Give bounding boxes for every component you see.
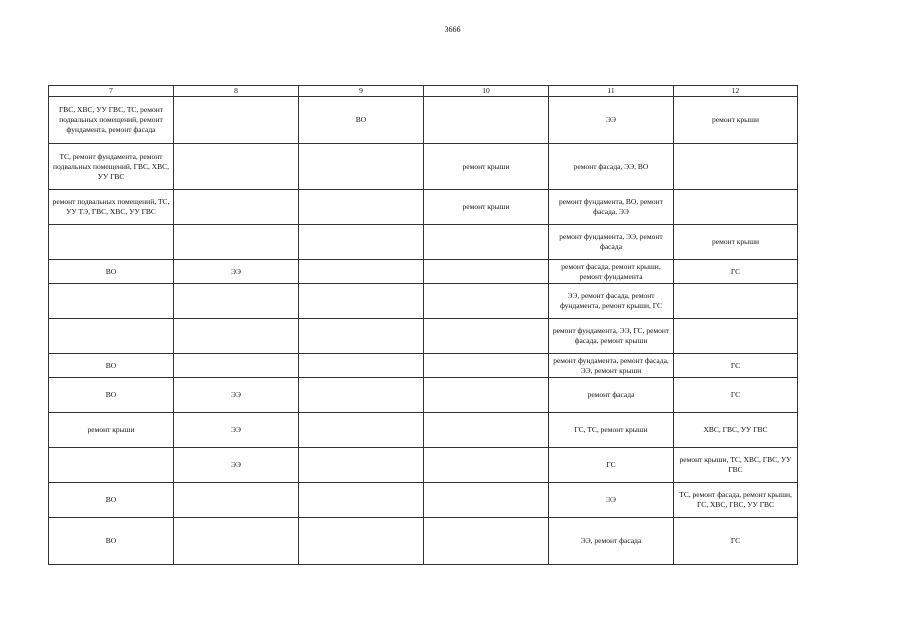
table-cell bbox=[174, 225, 299, 260]
table-cell: ремонт крыши bbox=[49, 413, 174, 448]
table-cell bbox=[299, 284, 424, 319]
table-cell: ремонт крыши, ТС, ХВС, ГВС, УУ ГВС bbox=[674, 448, 798, 483]
table-cell bbox=[174, 483, 299, 518]
column-header: 8 bbox=[174, 86, 299, 97]
table-row bbox=[49, 190, 798, 225]
table-cell bbox=[674, 144, 798, 190]
table-cell bbox=[174, 190, 299, 225]
table-cell: ремонт подвальных помещений, ТС, УУ ТЭ, ГВС, ХВС, УУ ГВС bbox=[49, 190, 174, 225]
table-cell bbox=[174, 319, 299, 354]
table-cell: ремонт фундамента, ремонт фасада, ЭЭ, ремонт крыши bbox=[549, 354, 674, 378]
table-cell: ремонт крыши bbox=[674, 225, 798, 260]
table-row bbox=[49, 354, 798, 378]
table-cell bbox=[49, 448, 174, 483]
table-row bbox=[49, 448, 798, 483]
table-row bbox=[49, 483, 798, 518]
table-cell bbox=[424, 448, 549, 483]
table-cell bbox=[424, 97, 549, 144]
table-cell bbox=[424, 354, 549, 378]
table-cell: ремонт фундамента, ЭЭ, ГС, ремонт фасада, ремонт крыши bbox=[549, 319, 674, 354]
table-cell bbox=[424, 225, 549, 260]
table-cell: ВО bbox=[49, 354, 174, 378]
table-cell: ВО bbox=[49, 483, 174, 518]
table-cell: ЭЭ bbox=[174, 260, 299, 284]
table-cell: ХВС, ГВС, УУ ГВС bbox=[674, 413, 798, 448]
table-cell bbox=[49, 319, 174, 354]
table-cell bbox=[424, 483, 549, 518]
column-header: 10 bbox=[424, 86, 549, 97]
column-header: 7 bbox=[49, 86, 174, 97]
table-cell bbox=[674, 190, 798, 225]
table-cell: ГВС, ХВС, УУ ГВС, ТС, ремонт подвальных помещений, ремонт фундамента, ремонт фасада bbox=[49, 97, 174, 144]
table-cell bbox=[299, 518, 424, 565]
column-header: 11 bbox=[549, 86, 674, 97]
table-cell bbox=[424, 378, 549, 413]
page-number: 3666 bbox=[444, 25, 461, 34]
table-cell bbox=[49, 225, 174, 260]
table-cell bbox=[49, 284, 174, 319]
table-cell: ремонт крыши bbox=[424, 144, 549, 190]
table-cell bbox=[299, 354, 424, 378]
table-cell bbox=[299, 483, 424, 518]
table-cell bbox=[299, 225, 424, 260]
table-cell bbox=[174, 284, 299, 319]
table-cell: ГС bbox=[674, 518, 798, 565]
table-cell: ГС, ТС, ремонт крыши bbox=[549, 413, 674, 448]
table-cell: ремонт крыши bbox=[424, 190, 549, 225]
table-cell bbox=[174, 144, 299, 190]
table-cell: ВО bbox=[49, 260, 174, 284]
table-cell: ремонт фундамента, ЭЭ, ремонт фасада bbox=[549, 225, 674, 260]
table-cell bbox=[299, 190, 424, 225]
table-body bbox=[49, 97, 798, 565]
table-row bbox=[49, 284, 798, 319]
table-cell bbox=[174, 518, 299, 565]
table-cell: ГС bbox=[549, 448, 674, 483]
table-cell: ТС, ремонт фундамента, ремонт подвальных помещений, ГВС, ХВС, УУ ГВС bbox=[49, 144, 174, 190]
table-header bbox=[49, 86, 798, 97]
table-cell: ремонт фасада, ремонт крыши, ремонт фундамента bbox=[549, 260, 674, 284]
table-cell bbox=[299, 319, 424, 354]
table-cell: ГС bbox=[674, 260, 798, 284]
table-cell: ГС bbox=[674, 354, 798, 378]
table-cell: ЭЭ bbox=[174, 413, 299, 448]
table-cell: ремонт крыши bbox=[674, 97, 798, 144]
table-row bbox=[49, 413, 798, 448]
table-cell: ремонт фасада, ЭЭ, ВО bbox=[549, 144, 674, 190]
table-cell: ТС, ремонт фасада, ремонт крыши, ГС, ХВС, ГВС, УУ ГВС bbox=[674, 483, 798, 518]
table-cell: ЭЭ, ремонт фасада bbox=[549, 518, 674, 565]
table-row bbox=[49, 378, 798, 413]
table-cell: ЭЭ bbox=[174, 448, 299, 483]
table-cell bbox=[299, 448, 424, 483]
header-row bbox=[49, 86, 798, 97]
table-cell bbox=[299, 260, 424, 284]
table-cell bbox=[299, 413, 424, 448]
table-cell: ЭЭ bbox=[174, 378, 299, 413]
table-row bbox=[49, 319, 798, 354]
table-cell bbox=[674, 284, 798, 319]
table-cell: ВО bbox=[49, 518, 174, 565]
table-cell bbox=[424, 319, 549, 354]
table-cell bbox=[674, 319, 798, 354]
table-cell bbox=[174, 97, 299, 144]
table-cell bbox=[424, 518, 549, 565]
table-row bbox=[49, 225, 798, 260]
table-cell: ВО bbox=[49, 378, 174, 413]
column-header: 12 bbox=[674, 86, 798, 97]
table-row bbox=[49, 518, 798, 565]
table-cell: ВО bbox=[299, 97, 424, 144]
table-row bbox=[49, 260, 798, 284]
table-cell bbox=[424, 413, 549, 448]
table-row bbox=[49, 144, 798, 190]
table-cell: ремонт фасада bbox=[549, 378, 674, 413]
table-cell bbox=[174, 354, 299, 378]
works-table bbox=[48, 85, 798, 565]
table-cell: ГС bbox=[674, 378, 798, 413]
table-cell: ЭЭ, ремонт фасада, ремонт фундамента, ремонт крыши, ГС bbox=[549, 284, 674, 319]
table-cell: ЭЭ bbox=[549, 483, 674, 518]
table-cell bbox=[299, 144, 424, 190]
table-cell bbox=[424, 260, 549, 284]
table-cell: ЭЭ bbox=[549, 97, 674, 144]
table-cell: ремонт фундамента, ВО, ремонт фасада, ЭЭ bbox=[549, 190, 674, 225]
table-cell bbox=[424, 284, 549, 319]
column-header: 9 bbox=[299, 86, 424, 97]
table-cell bbox=[299, 378, 424, 413]
table-row bbox=[49, 97, 798, 144]
